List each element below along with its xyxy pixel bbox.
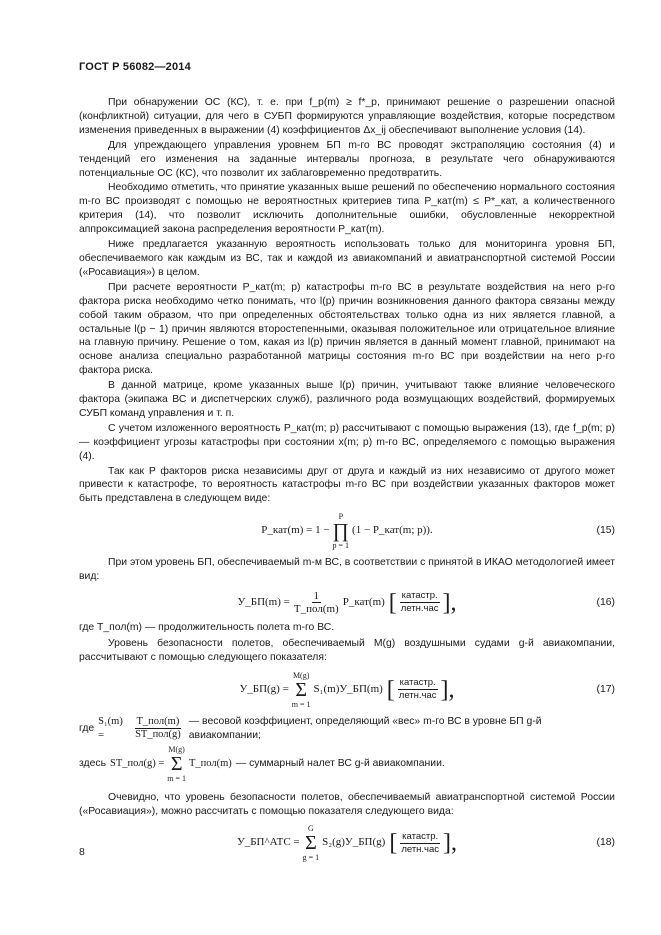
unit-bracket [389,831,457,856]
formula-rhs: S₂(g)У_БП(g) [322,836,386,849]
definition-text: — весовой коэффициент, определяющий «вес» m-го ВС в уровне БП g-й авиакомпании; [188,715,542,741]
paragraph: При этом уровень БП, обеспечиваемый m-м ВС, в соответствии с принятой в ИКАО методологией имеет вид: [79,557,615,583]
paragraph: Уровень безопасности полетов, обеспечиваемый M(g) воздушными судами g-й авиакомпании, рассчитывают с помощью следующего показателя: [79,638,615,663]
sum-lower: m = 1 [167,773,186,783]
denominator: T_пол(m) [293,603,339,616]
formula-lhs: P_кат(m) = 1 − [261,524,330,537]
formula-lhs: У_БП(m) = [237,595,290,608]
unit-fraction [397,677,439,702]
formula-number: (17) [596,683,615,695]
product-symbol: ∏ [332,520,350,543]
document-body [79,96,615,868]
sum-symbol: Σ [305,832,317,855]
denominator: ST_пол(g) [135,729,181,741]
formula-17 [79,671,615,709]
paragraph: где T_пол(m) — продолжительность полета m-го ВС. [79,622,335,634]
where-label: где [79,722,95,734]
product-operator [333,512,350,550]
unit-denominator: летн.час [401,843,440,855]
formula-lhs: ST_пол(g) = [110,757,165,769]
formula-rhs: T_пол(m) [189,757,232,769]
sum-symbol: Σ [295,678,307,701]
unit-bracket [387,677,455,702]
unit-denominator: летн.час [400,603,439,615]
formula-lhs: У_БП(g) = [239,682,289,695]
formula-rhs: P_кат(m) [342,595,385,608]
sum-operator [303,824,320,862]
inline-formula [98,715,185,743]
paragraph: С учетом изложенного вероятность P_кат(m; p) рассчитывают с помощью выражения (13), где f_р(m; p) — коэффициент угрозы катастрофы при состоянии x(m; p) m-го ВС, определяемого с помощью выражения (4). [79,422,615,462]
inline-formula [110,745,232,783]
product-upper: P [338,512,344,522]
definition-text: — суммарный налет ВС g-й авиакомпании. [235,757,445,769]
sum-upper: G [308,824,314,834]
formula-15 [79,512,615,550]
page-number: 8 [79,846,85,858]
formula-18 [79,824,615,862]
left-bracket: [ [388,589,397,616]
paragraph: При расчете вероятности P_кат(m; p) катастрофы m-го ВС в результате воздействия на него p-го фактора риска необходимо четко понимать, что l(p) причин возникновения данного фактора связаны между собой таким образом, что при определенных обстоятельствах только одна из них является главной, а остальные l(p − 1) причин являются второстепенными, оказывая положительное или отрицательное влияние на главную причину. Решение о том, какая из l(p) причин является в данный момент главной, принимают на основе анализа специально разработанной матрицы состояния m-го ВС при воздействии на него p-го фактора риска. [79,281,615,377]
formula-rhs: S₁(m)У_БП(m) [313,682,383,695]
formula-lhs: S₁(m) = [98,715,123,741]
paragraph: Очевидно, что уровень безопасности полетов, обеспечиваемый авиатранспортной системой России («Росавиация»), можно рассчитать с помощью показателя следующего вида: [79,791,615,817]
where-label: здесь [79,757,106,769]
fraction [133,716,183,741]
paragraph: Необходимо отметить, что принятие указанных выше решений по обеспечению нормального состояния m-го ВС производят с помощью не вероятностных критериев типа P_кат(m) ≤ P*_кат, а количественного критерия (14), что позволит исключить дополнительные ошибки, обусловленные некорректной аппроксимацией закона распределения вероятности P_кат(m). [79,182,615,236]
unit-fraction [399,831,441,856]
sum-lower: g = 1 [302,853,320,863]
left-bracket: [ [386,676,395,703]
sum-upper: M(g) [292,670,310,680]
definition-st [79,745,615,783]
sum-operator [167,745,186,783]
unit-numerator: катастр. [399,677,436,689]
sum-operator [292,671,311,709]
definition-s1 [79,715,615,743]
paragraph: Так как P факторов риска независимы друг от друга и каждый из них независимо от другого может привести к катастрофе, то вероятность катастрофы m-го ВС при воздействии указанных факторов может быть представлена в следующем виде: [79,465,615,505]
paragraph: При обнаружении ОС (КС), т. е. при f_р(m) ≥ f*_р, принимают решение о разрешении опасной (конфликтной) ситуации, для чего в СУБП формируются управляющие воздействия, которые посредством изменения приведенных в выражении (4) коэффициентов Δx_ij обеспечивают выполнение условия (14). [79,97,615,136]
formula-number: (18) [596,837,615,849]
unit-fraction [399,590,441,615]
formula-number: (16) [596,596,615,608]
document-header: ГОСТ Р 56082—2014 [79,61,191,73]
fraction [292,590,341,615]
right-bracket: ], [442,589,457,616]
unit-numerator: катастр. [401,590,438,602]
formula-rhs: (1 − P_кат(m; p)). [352,524,433,537]
right-bracket: ], [440,676,455,703]
sum-symbol: Σ [170,752,183,775]
formula-16 [79,590,615,615]
paragraph: Ниже предлагается указанную вероятность использовать только для мониторинга уровня БП, обеспечиваемого как каждым из ВС, так и каждой из авиакомпаний и авиатранспортной системой России («Росавиация») в целом. [79,239,615,278]
unit-bracket [389,590,457,615]
sum-upper: M(g) [168,744,185,754]
numerator: 1 [313,590,320,603]
formula-lhs: У_БП^АТС = [236,836,300,849]
right-bracket: ], [443,830,458,857]
left-bracket: [ [389,830,398,857]
unit-numerator: катастр. [402,830,439,842]
unit-denominator: летн.час [398,690,437,702]
sum-lower: m = 1 [291,699,311,709]
product-lower: p = 1 [332,541,350,551]
formula-number: (15) [596,525,615,537]
paragraph: Для упреждающего управления уровнем БП m-го ВС проводят экстраполяцию состояния (4) и тенденций его изменения на заданные интервалы прогноза, в результате чего обнаруживаются потенциальные ОС (КС), что позволит их заблаговременно предотвратить. [79,139,615,179]
numerator: T_пол(m) [136,716,180,728]
paragraph: В данной матрице, кроме указанных выше l(p) причин, учитывают также влияние человеческого фактора (экипажа ВС и диспетчерских служб), различного рода возмущающих воздействий, формируемых СУБП команд управления и т. п. [79,380,615,419]
